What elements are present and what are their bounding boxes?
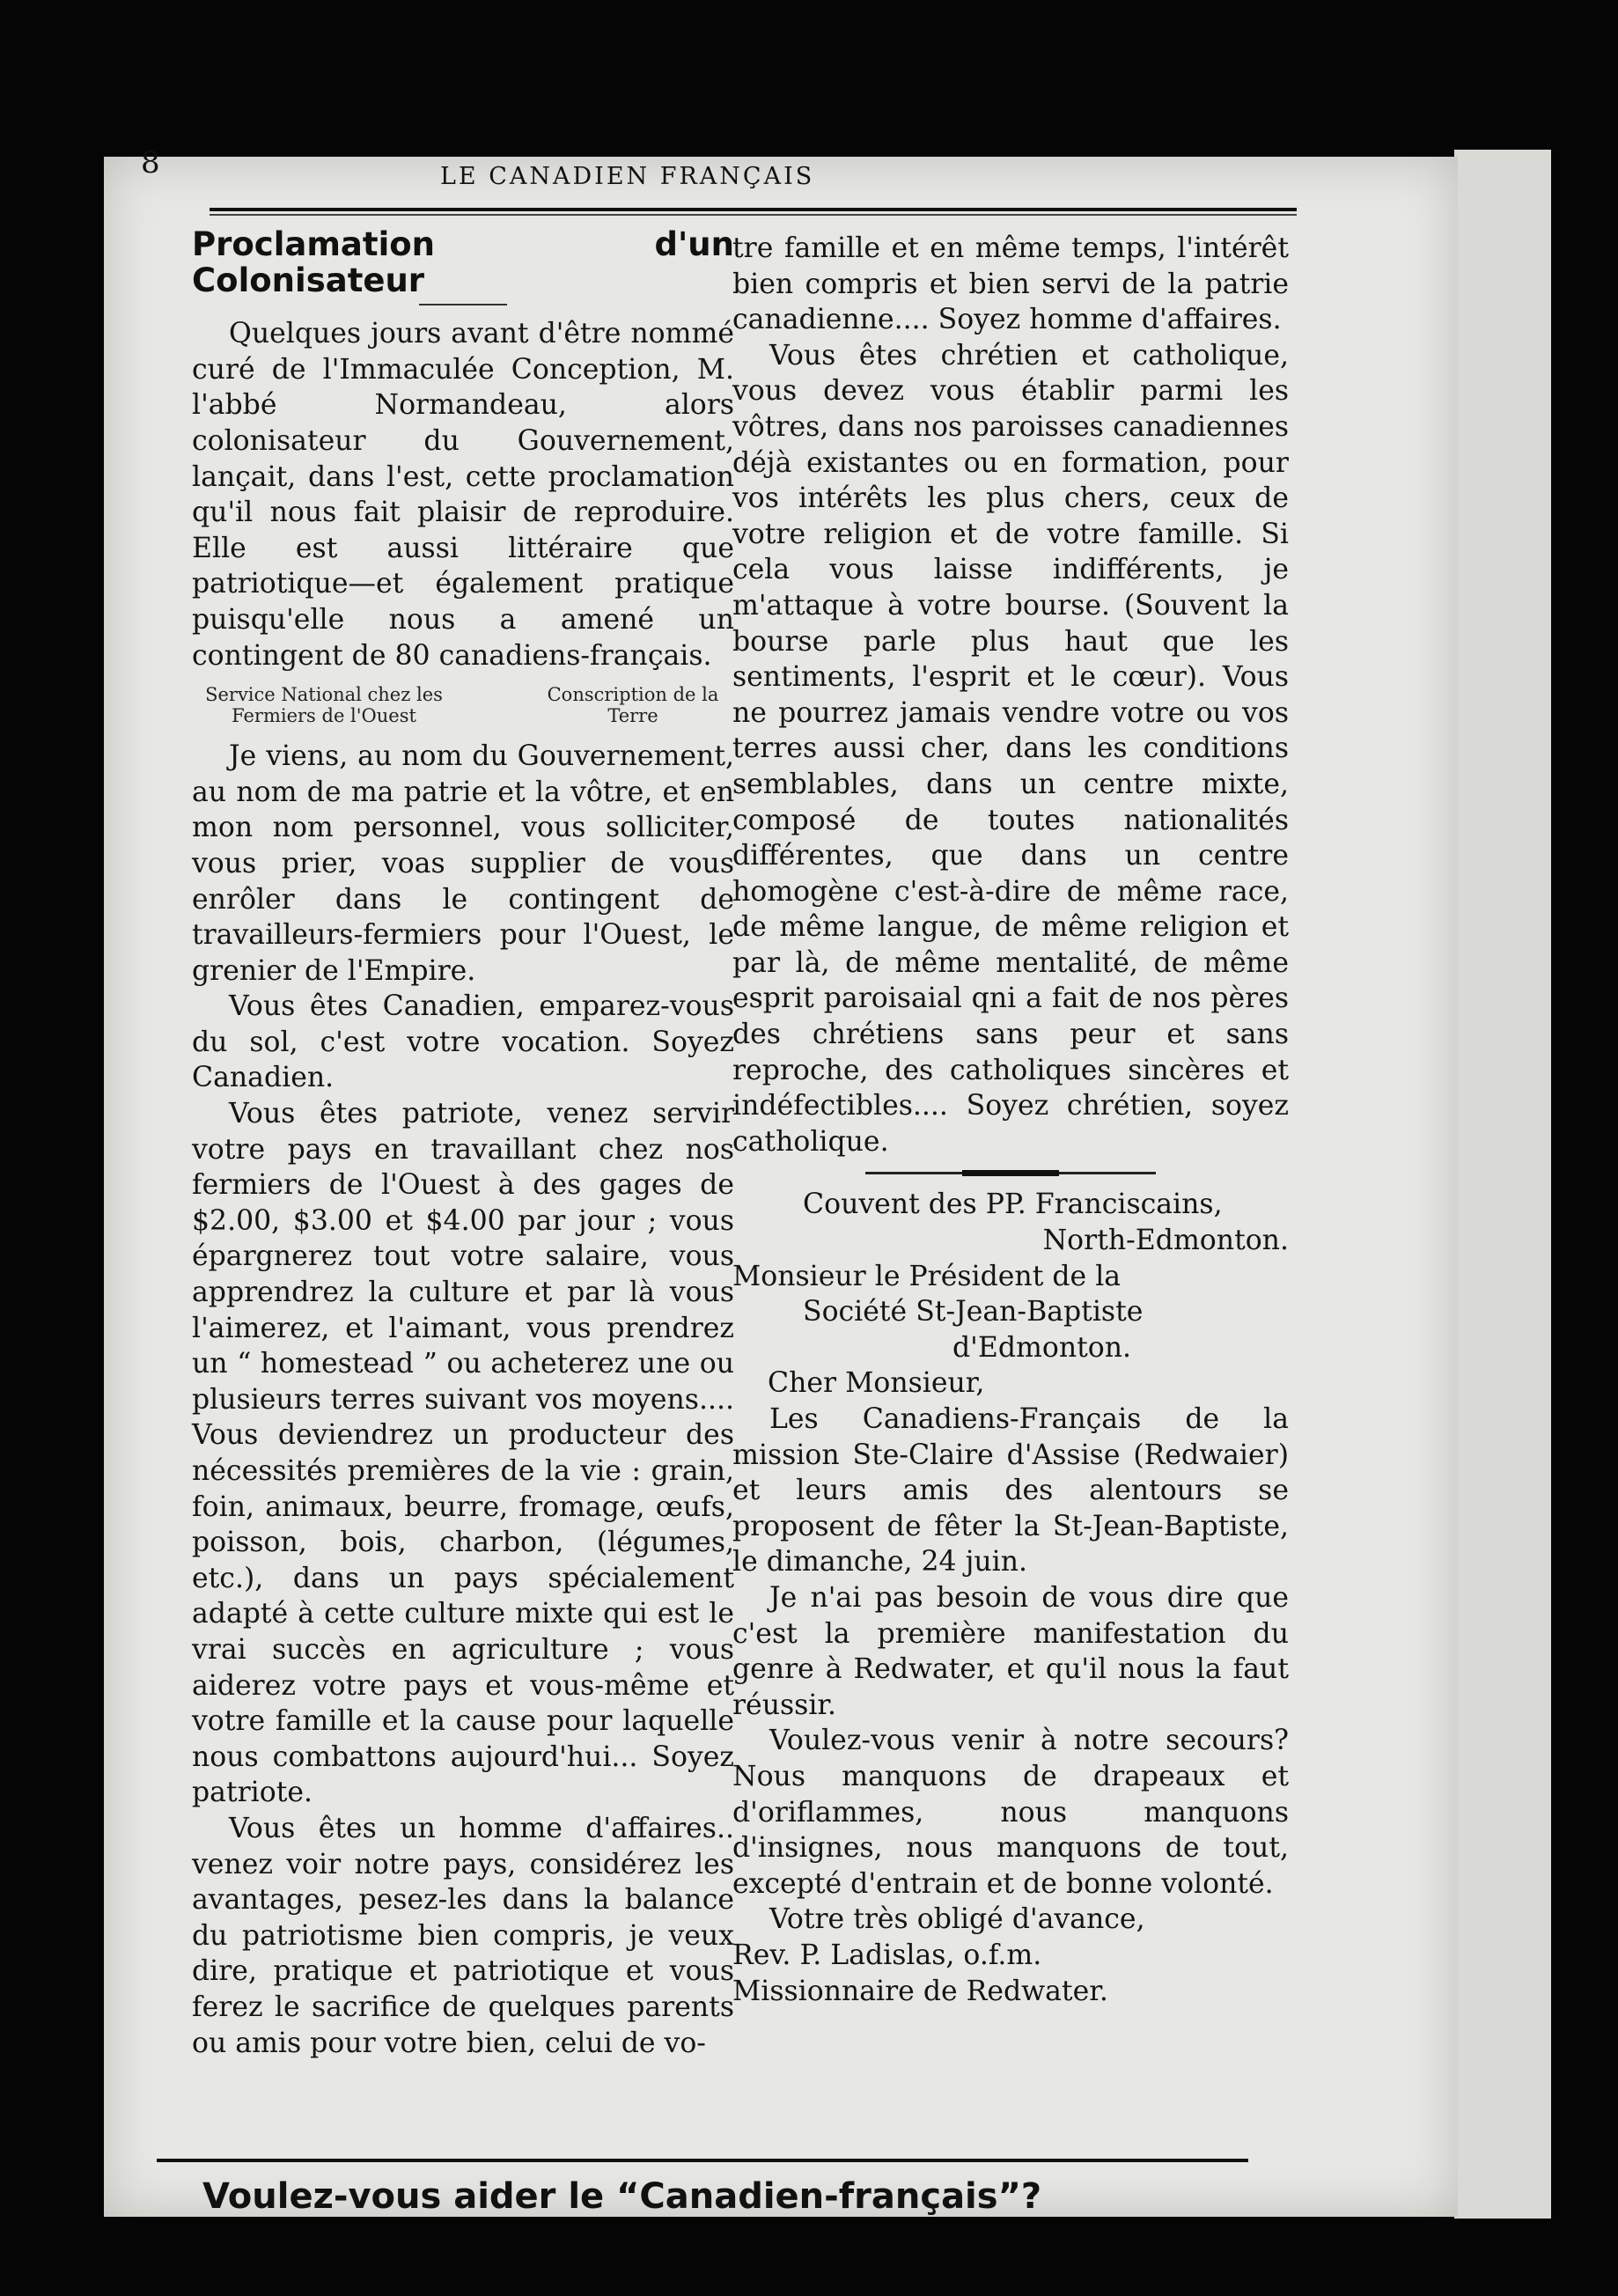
signature-title: Missionnaire de Redwater. [732, 1975, 1108, 2007]
paragraph: Vous êtes Canadien, emparez-vous du sol, c'est votre vocation. Soyez Canadien. [192, 990, 734, 1094]
page-number: 8 [141, 145, 160, 180]
footer-rule [157, 2159, 1248, 2162]
letter-sender-line2: North-Edmonton. [1042, 1225, 1289, 1257]
paragraph: tre famille et en même temps, l'intérêt bien compris et bien servi de la patrie canadienne.... Soyez homme d'affaires. [732, 232, 1289, 336]
letter-addressee-line2: Société St-Jean-Baptiste [803, 1296, 1144, 1328]
paragraph: Vous êtes chrétien et catholique, vous devez vous établir parmi les vôtres, dans nos paroisses canadiennes déjà existantes ou en formation, pour vos intérêts les plus chers, ceux de votre religion et de votre famille. Si cela vous laisse indifférents, je m'attaque à votre bourse. (Souvent la bourse parle plus haut que les sentiments, l'esprit et le cœur). Vous ne pourrez jamais vendre votre ou vos terres aussi cher, dans les conditions semblables, dans un centre mixte, composé de toutes nationalités différentes, que dans un centre homogène c'est-à-dire de même race, de même langue, de même religion et par là, de même mentalité, de même esprit paroisaial qni a fait de nos pères des chrétiens sans peur et sans reproche, des catholiques sincères et indéfectibles.... Soyez chrétien, soyez catholique. [732, 339, 1289, 1158]
letter-addressee-line1: Monsieur le Président de la [732, 1260, 1122, 1292]
subhead-left: Service National chez les Fermiers de l'Ouest [205, 684, 443, 727]
letter-paragraph: Je n'ai pas besoin de vous dire que c'est la première manifestation du genre à Redwater, et qu'il nous la faut réussir. [732, 1581, 1289, 1721]
paragraph: Je viens, au nom du Gouvernement, au nom de ma patrie et la vôtre, et en mon nom personnel, vous solliciter, vous prier, voas supplier de vous enrôler dans le contingent de travailleurs-fermiers pour l'Ouest, le grenier de l'Empire. [192, 740, 734, 987]
letter-paragraph: Les Canadiens-Français de la mission Ste-Claire d'Assise (Redwaier) et leurs amis des alentours se proposent de fêter la St-Jean-Baptiste, le dimanche, 24 juin. [732, 1403, 1289, 1578]
letter-paragraph: Voulez-vous venir à notre secours? Nous manquons de drapeaux et d'oriflammes, nous manquons d'insignes, nous manquons de tout, excepté d'entrain et de bonne volonté. [732, 1725, 1289, 1900]
title-underline [419, 304, 507, 305]
header-rule-thin [210, 214, 1297, 216]
paragraph: Vous êtes un homme d'affaires.. venez voir notre pays, considérez les avantages, pesez-les dans la balance du patriotisme bien compris, je veux dire, pratique et patriotique et vous ferez le sacrifice de quelques parents ou amis pour votre bien, celui de vo- [192, 1812, 734, 2059]
letter-sender-line1: Couvent des PP. Franciscains, [803, 1188, 1223, 1221]
article-intro: Quelques jours avant d'être nommé curé de l'Immaculée Conception, M. l'abbé Normandeau, alors colonisateur du Gouvernement, lançait, dans l'est, cette proclamation qu'il nous fait plaisir de reproduire. Elle est aussi littéraire que patriotique—et également pratique puisqu'elle nous a amené un contingent de 80 canadiens-français. [192, 318, 734, 672]
signature-name: Rev. P. Ladislas, o.f.m. [732, 1939, 1042, 1971]
section-separator [732, 1170, 1289, 1176]
article-title: Proclamation d'un Colonisateur [192, 225, 734, 299]
paragraph: Vous êtes patriote, venez servir votre pays en travaillant chez nos fermiers de l'Ouest à des gages de $2.00, $3.00 et $4.00 par jour ; vous épargnerez tout votre salaire, vous apprendrez la culture et par là vous l'aimerez, et l'aimant, vous prendrez un “ homestead ” ou acheterez une ou plusieurs terres suivant vos moyens.... Vous deviendrez un producteur des nécessités premières de la vie : grain, foin, animaux, beurre, fromage, œufs, poisson, bois, charbon, (légumes, etc.), dans un pays spécialement adapté à cette culture mixte qui est le vrai succès en agriculture ; vous aiderez votre pays et vous-même et votre famille et la cause pour laquelle nous combattons aujourd'hui... Soyez patriote. [192, 1098, 734, 1809]
header-rule [210, 208, 1297, 211]
letter-addressee-line3: d'Edmonton. [952, 1331, 1132, 1364]
right-column [732, 231, 1289, 2009]
left-column [192, 227, 734, 2061]
subhead-right: Conscription de la Terre [547, 684, 719, 727]
adjacent-page-edge [1454, 150, 1551, 2219]
letter-salutation: Cher Monsieur, [768, 1367, 985, 1400]
running-title: LE CANADIEN FRANÇAIS [440, 163, 815, 190]
subheads [192, 684, 734, 726]
letter-closing: Votre très obligé d'avance, [769, 1903, 1145, 1936]
cut-off-footer-line: Voulez-vous aider le “Canadien-français”? [202, 2176, 1042, 2217]
